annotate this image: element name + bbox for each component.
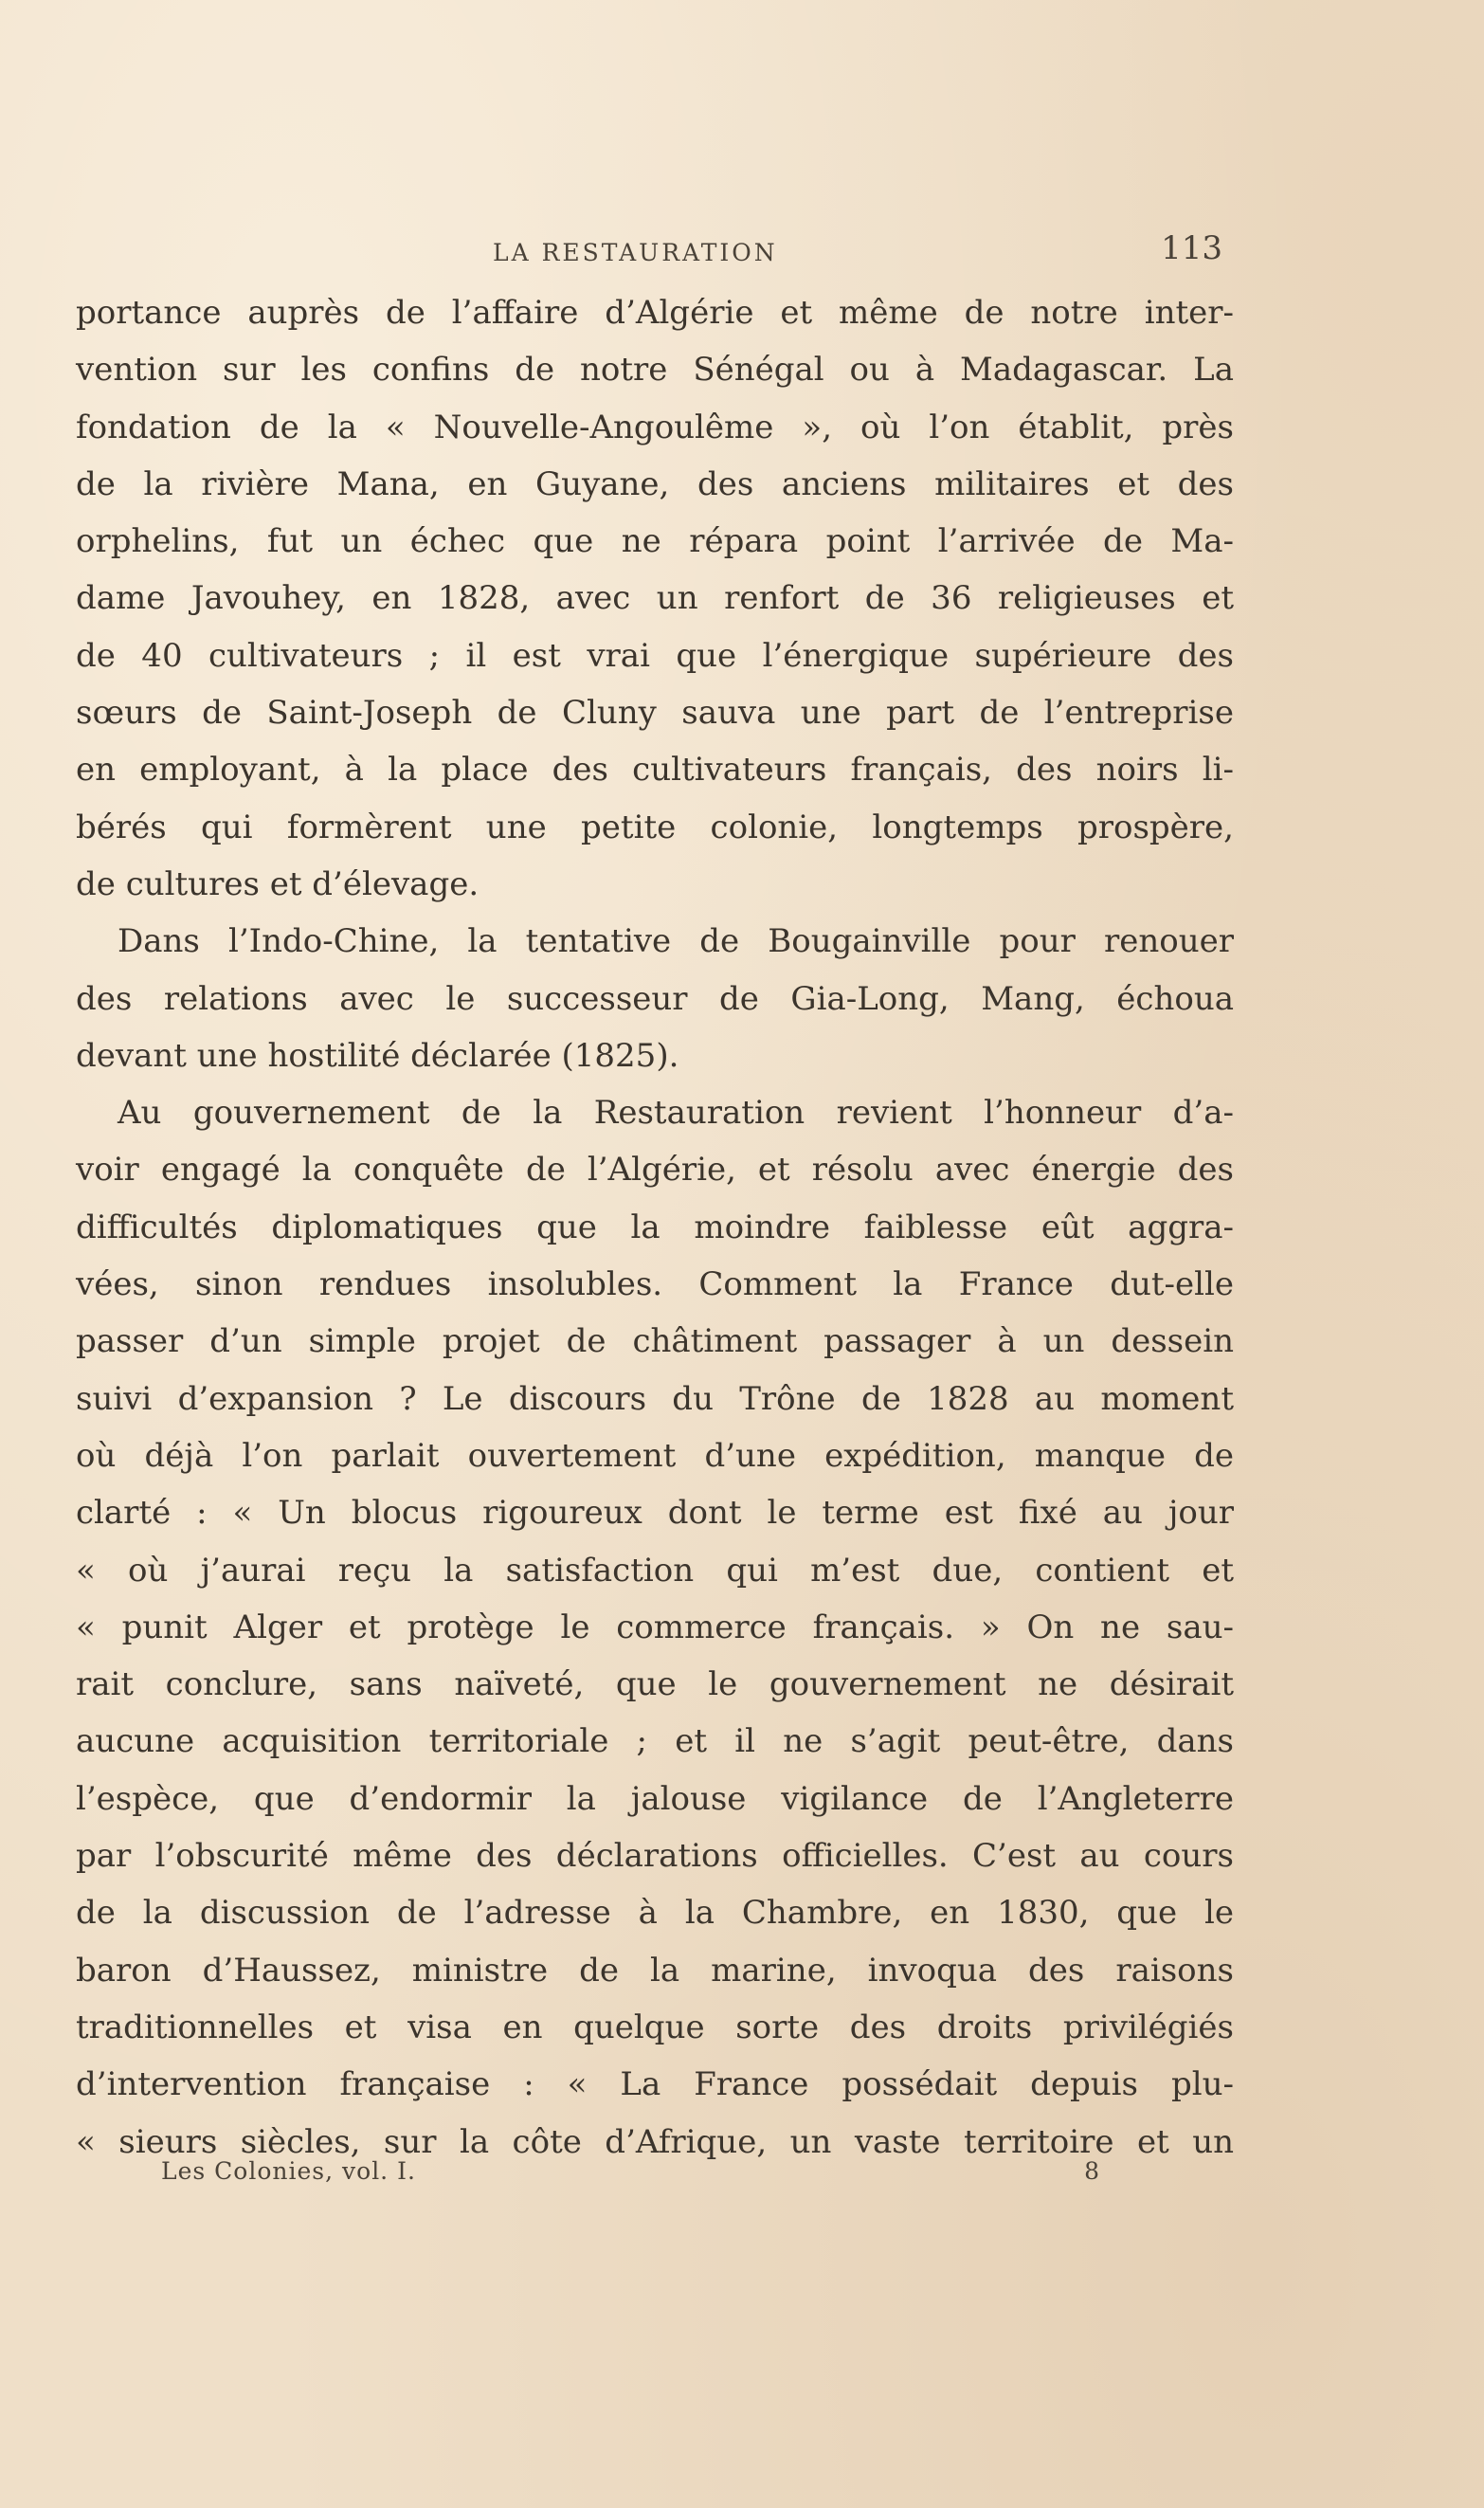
text-line: voir engagé la conquête de l’Algérie, et résolu avec énergie des <box>76 1151 1234 1190</box>
text-line: en employant, à la place des cultivateurs français, des noirs li- <box>76 751 1234 790</box>
volume-footnote: Les Colonies, vol. I. <box>161 2157 416 2185</box>
text-line: Dans l’Indo-Chine, la tentative de Bougainville pour renouer <box>118 922 1234 961</box>
page-footer <box>161 2157 1099 2195</box>
text-line: sœurs de Saint-Joseph de Cluny sauva une part de l’entreprise <box>76 694 1234 733</box>
text-line: difficultés diplomatiques que la moindre faiblesse eût aggra- <box>76 1208 1234 1246</box>
text-line: de cultures et d’élevage. <box>76 864 480 903</box>
text-line: Au gouvernement de la Restauration revient l’honneur d’a- <box>118 1094 1234 1133</box>
text-line: fondation de la « Nouvelle-Angoulême », où l’on établit, près <box>76 408 1234 446</box>
text-line: traditionnelles et visa en quelque sorte des droits privilégiés <box>76 2008 1234 2046</box>
running-title: LA RESTAURATION <box>493 239 778 266</box>
text-line: « punit Alger et protège le commerce français. » On ne sau- <box>76 1608 1234 1646</box>
text-line: dame Javouhey, en 1828, avec un renfort de 36 religieuses et <box>76 579 1234 618</box>
text-line: portance auprès de l’affaire d’Algérie et même de notre inter- <box>76 294 1234 332</box>
text-line: bérés qui formèrent une petite colonie, longtemps prospère, <box>76 808 1234 846</box>
text-line: vées, sinon rendues insolubles. Comment la France dut-elle <box>76 1265 1234 1304</box>
text-line: l’espèce, que d’endormir la jalouse vigilance de l’Angleterre <box>76 1779 1234 1818</box>
text-line: vention sur les confins de notre Sénégal ou à Madagascar. La <box>76 351 1234 390</box>
text-line: devant une hostilité déclarée (1825). <box>76 1036 679 1075</box>
text-line: de la rivière Mana, en Guyane, des anciens militaires et des <box>76 464 1234 503</box>
signature-mark: 8 <box>1084 2157 1099 2185</box>
page-number: 113 <box>1161 229 1222 267</box>
text-line: de la discussion de l’adresse à la Chambre, en 1830, que le <box>76 1894 1234 1933</box>
text-line: des relations avec le successeur de Gia-Long, Mang, échoua <box>76 979 1234 1018</box>
page-header <box>370 229 1222 275</box>
body-text <box>76 284 1234 2171</box>
text-line: passer d’un simple projet de châtiment passager à un dessein <box>76 1322 1234 1361</box>
text-line: de 40 cultivateurs ; il est vrai que l’énergique supérieure des <box>76 636 1234 675</box>
text-line: d’intervention française : « La France possédait depuis plu- <box>76 2065 1234 2104</box>
text-line: « où j’aurai reçu la satisfaction qui m’est due, contient et <box>76 1551 1234 1590</box>
text-line: suivi d’expansion ? Le discours du Trône de 1828 au moment <box>76 1379 1234 1418</box>
text-line: baron d’Haussez, ministre de la marine, invoqua des raisons <box>76 1951 1234 1990</box>
text-line: orphelins, fut un échec que ne répara point l’arrivée de Ma- <box>76 522 1234 561</box>
text-line: rait conclure, sans naïveté, que le gouvernement ne désirait <box>76 1665 1234 1704</box>
text-line: par l’obscurité même des déclarations officielles. C’est au cours <box>76 1837 1234 1876</box>
text-line: clarté : « Un blocus rigoureux dont le terme est fixé au jour <box>76 1494 1234 1533</box>
text-line: où déjà l’on parlait ouvertement d’une expédition, manque de <box>76 1436 1234 1475</box>
text-line: aucune acquisition territoriale ; et il ne s’agit peut-être, dans <box>76 1722 1234 1761</box>
text-line: « sieurs siècles, sur la côte d’Afrique, un vaste territoire et un <box>76 2122 1234 2161</box>
